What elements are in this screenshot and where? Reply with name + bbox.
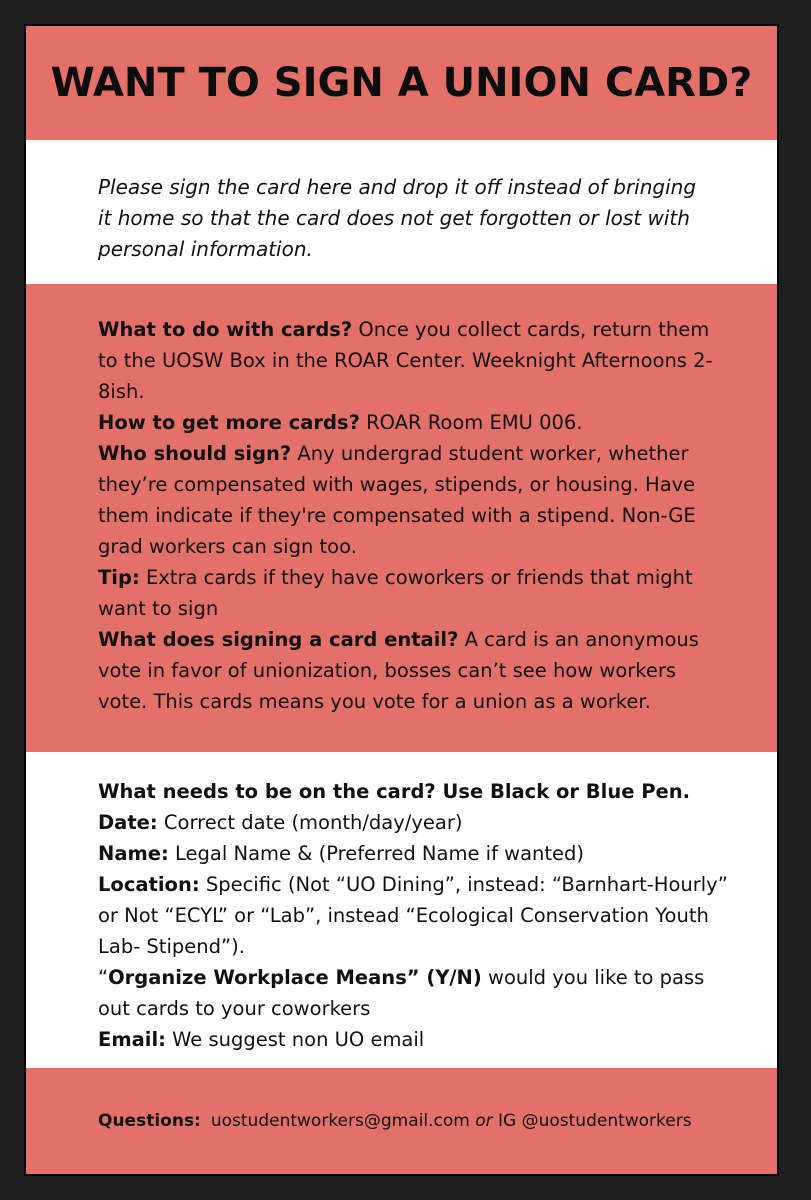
what-to-do-text: Once you collect cards, return them to the UOSW Box in the ROAR Center. Weeknight Afternoons 2-8ish. <box>98 318 713 403</box>
page-title: WANT TO SIGN A UNION CARD? <box>50 60 753 106</box>
intro-text: Please sign the card here and drop it off instead of bringing it home so that the card does not get forgotten or lost with personal information. <box>98 175 697 261</box>
title-band <box>26 26 777 140</box>
entail-label: What does signing a card entail? <box>98 628 459 651</box>
email-label: Email: <box>98 1028 166 1051</box>
organize-text: would you like to pass out cards to your coworkers <box>98 966 705 1020</box>
organize-open-quote: “ <box>98 966 109 989</box>
info-band <box>26 284 777 752</box>
organize-label: Organize Workplace Means” (Y/N) <box>108 966 482 989</box>
name-label: Name: <box>98 842 169 865</box>
date-text: Correct date (month/day/year) <box>157 811 463 834</box>
tip-paragraph <box>98 562 729 624</box>
questions-label: Questions: <box>98 1111 201 1131</box>
what-to-do-label: What to do with cards? <box>98 318 353 341</box>
intro-band <box>26 140 777 284</box>
footer-questions <box>98 1111 692 1131</box>
name-text: Legal Name & (Preferred Name if wanted) <box>168 842 585 865</box>
who-should-sign-label: Who should sign? <box>98 442 292 465</box>
contact-email: uostudentworkers@gmail.com <box>210 1111 470 1131</box>
organize-paragraph <box>98 962 729 1024</box>
location-paragraph <box>98 869 729 962</box>
who-should-sign-paragraph <box>98 438 729 562</box>
what-to-do-paragraph <box>98 314 729 407</box>
tip-label: Tip: <box>98 566 140 589</box>
more-cards-text: ROAR Room EMU 006. <box>359 411 583 434</box>
or-text: or <box>475 1111 493 1131</box>
email-paragraph <box>98 1024 729 1055</box>
entail-text: A card is an anonymous vote in favor of unionization, bosses can’t see how workers vote. This cards means you vote for a union as a worker. <box>98 628 699 713</box>
more-cards-label: How to get more cards? <box>98 411 360 434</box>
name-paragraph <box>98 838 729 869</box>
date-paragraph <box>98 807 729 838</box>
location-text: Specific (Not “UO Dining”, instead: “Barnhart-Hourly” or Not “ECYL” or “Lab”, instead “Ecological Conservation Youth Lab- Stipend”). <box>98 873 728 958</box>
entail-paragraph <box>98 624 729 717</box>
card-requirements-band <box>26 752 777 1068</box>
date-label: Date: <box>98 811 158 834</box>
card-requirements-heading-text: What needs to be on the card? Use Black or Blue Pen. <box>98 780 691 803</box>
instagram-handle: IG @uostudentworkers <box>498 1111 692 1131</box>
location-label: Location: <box>98 873 200 896</box>
email-text: We suggest non UO email <box>165 1028 425 1051</box>
union-card-flyer <box>24 24 779 1176</box>
more-cards-paragraph <box>98 407 729 438</box>
tip-text: Extra cards if they have coworkers or friends that might want to sign <box>98 566 693 620</box>
who-should-sign-text: Any undergrad student worker, whether they’re compensated with wages, stipends, or housing. Have them indicate if they're compensated with a stipend. Non-GE grad workers can sign too. <box>98 442 696 558</box>
footer-band <box>26 1068 777 1174</box>
card-requirements-heading <box>98 776 729 807</box>
